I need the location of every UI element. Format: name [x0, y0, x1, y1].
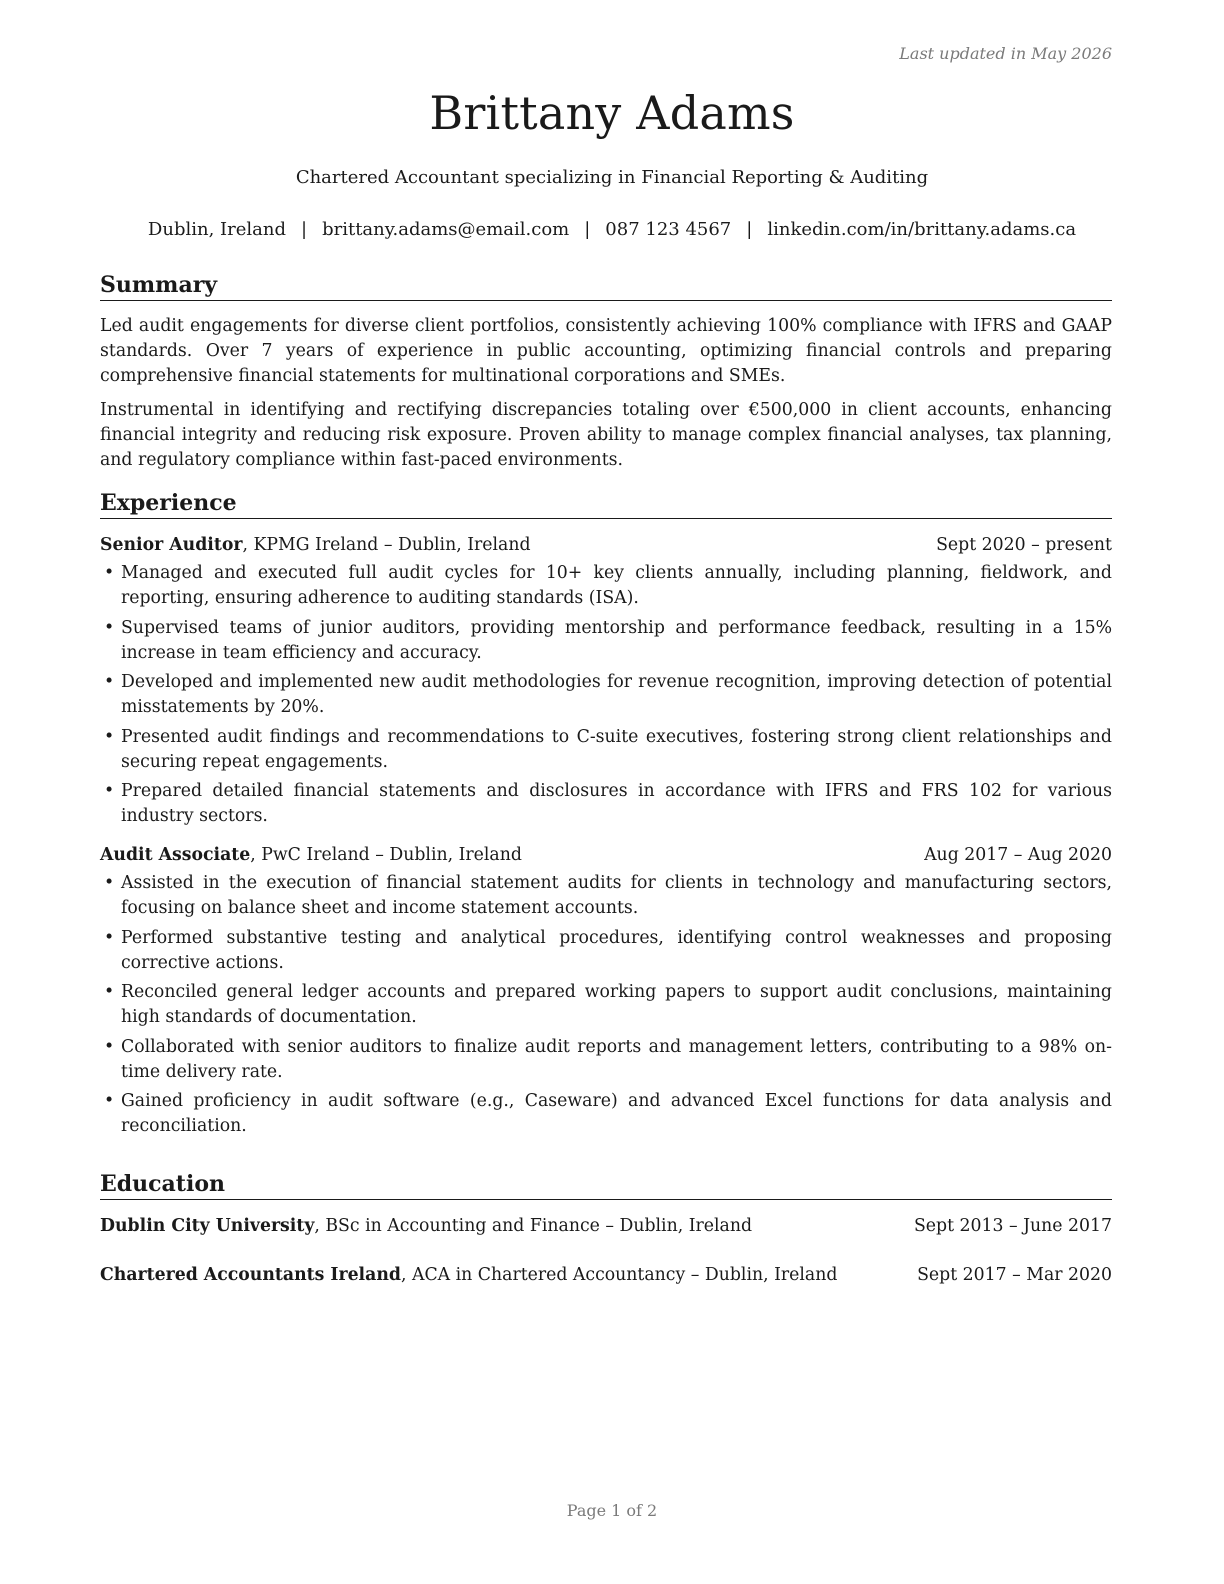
job-entry: [100, 843, 1112, 1139]
job-bullets: [100, 561, 1112, 829]
bullet-icon: •: [104, 672, 115, 692]
job-org: , PwC Ireland – Dublin, Ireland: [250, 845, 522, 865]
education-school: Dublin City University: [100, 1216, 315, 1236]
summary-paragraph: Instrumental in identifying and rectifying discrepancies totaling over €500,000 in client accounts, enhancing financial integrity and reducing risk exposure. Proven ability to manage complex financial analyses, tax planning, and regulatory compliance within fast-paced environments.: [100, 399, 1112, 471]
bullet-icon: •: [104, 563, 115, 583]
education-heading: Education: [100, 1171, 1112, 1200]
job-bullet: • Managed and executed full audit cycles for 10+ key clients annually, including planning, fieldwork, and reporting, ensuring adherence to auditing standards (ISA).: [104, 563, 1112, 608]
contact-phone: 087 123 4567: [605, 219, 732, 240]
bullet-icon: •: [104, 927, 115, 948]
contact-line: [0, 219, 1224, 240]
contact-separator: |: [301, 219, 308, 240]
summary-paragraph: Led audit engagements for diverse client portfolios, consistently achieving 100% compliance with IFRS and GAAP standards. Over 7 years of experience in public accounting, optimizing financial controls and preparing comprehensive financial statements for multinational corporations and SMEs.: [100, 316, 1112, 387]
contact-separator: |: [746, 219, 753, 240]
bullet-icon: •: [104, 1036, 115, 1057]
job-bullet: • Presented audit findings and recommendations to C-suite executives, fostering strong client relationships and securing repeat engagements.: [104, 726, 1112, 772]
job-bullet: • Prepared detailed financial statements and disclosures in accordance with IFRS and FRS 102 for various industry sectors.: [104, 781, 1112, 826]
summary-heading: Summary: [100, 272, 1112, 301]
job-bullet: • Supervised teams of junior auditors, providing mentorship and performance feedback, resulting in a 15% increase in team efficiency and accuracy.: [104, 617, 1112, 663]
education-section: [100, 1171, 1112, 1287]
education-detail: , ACA in Chartered Accountancy – Dublin, Ireland: [400, 1265, 838, 1285]
job-bullet: • Collaborated with senior auditors to finalize audit reports and management letters, contributing to a 98% on-time delivery rate.: [104, 1036, 1112, 1082]
job-entry: [100, 533, 1112, 829]
job-dates: Aug 2017 – Aug 2020: [924, 845, 1112, 865]
experience-heading: Experience: [100, 490, 1112, 519]
job-dates: Sept 2020 – present: [936, 535, 1112, 555]
contact-separator: |: [584, 219, 591, 240]
candidate-tagline: Chartered Accountant specializing in Financial Reporting & Auditing: [295, 167, 929, 188]
last-updated-note: Last updated in May 2026: [899, 44, 1112, 63]
bullet-icon: •: [104, 982, 115, 1002]
education-school: Chartered Accountants Ireland: [100, 1265, 401, 1285]
job-org: , KPMG Ireland – Dublin, Ireland: [242, 535, 531, 555]
job-role: Audit Associate: [100, 845, 251, 865]
job-bullet: • Assisted in the execution of financial statement audits for clients in technology and manufacturing sectors, focusing on balance sheet and income statement accounts.: [104, 873, 1112, 918]
job-header: [100, 533, 1112, 557]
job-bullet: • Reconciled general ledger accounts and prepared working papers to support audit conclusions, maintaining high standards of documentation.: [104, 982, 1112, 1027]
job-bullet: • Gained proficiency in audit software (e.g., Caseware) and advanced Excel functions for data analysis and reconciliation.: [104, 1091, 1112, 1136]
education-entry: [100, 1263, 1112, 1287]
candidate-name: Brittany Adams: [429, 86, 795, 140]
job-bullet: • Developed and implemented new audit methodologies for revenue recognition, improving detection of potential misstatements by 20%.: [104, 672, 1112, 717]
contact-email[interactable]: brittany.adams@email.com: [322, 219, 570, 240]
job-role: Senior Auditor: [100, 535, 243, 555]
education-dates: Sept 2017 – Mar 2020: [917, 1265, 1112, 1285]
bullet-icon: •: [104, 726, 115, 747]
page-number: Page 1 of 2: [566, 1501, 658, 1520]
bullet-icon: •: [104, 781, 115, 801]
contact-location: Dublin, Ireland: [147, 219, 286, 240]
job-bullet: • Performed substantive testing and analytical procedures, identifying control weaknesses and proposing corrective actions.: [104, 927, 1112, 973]
job-bullets: [100, 871, 1112, 1139]
contact-linkedin[interactable]: linkedin.com/in/brittany.adams.ca: [767, 219, 1077, 240]
summary-section: [100, 272, 1112, 473]
bullet-icon: •: [104, 1091, 115, 1111]
education-dates: Sept 2013 – June 2017: [913, 1216, 1112, 1236]
job-header: [100, 843, 1112, 867]
bullet-icon: •: [104, 873, 115, 893]
experience-section: [100, 490, 1112, 1144]
education-detail: , BSc in Accounting and Finance – Dublin, Ireland: [314, 1216, 753, 1236]
education-entry: [100, 1214, 1112, 1238]
bullet-icon: •: [104, 617, 115, 638]
